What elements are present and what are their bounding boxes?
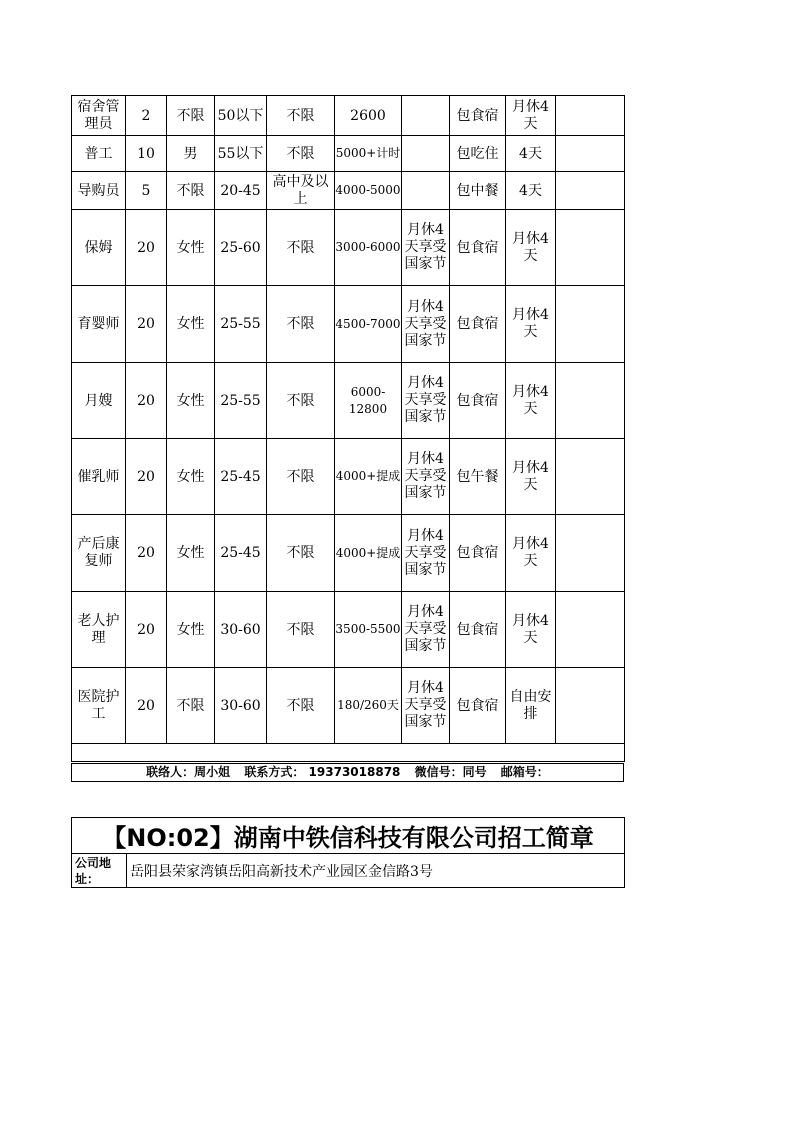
job-benefits: 月休4天享受国家节 (402, 515, 450, 592)
company-section (71, 817, 625, 888)
job-note (556, 439, 625, 515)
job-rest: 月休4天 (506, 515, 556, 592)
job-salary: 4000+提成 (335, 439, 402, 515)
job-note (556, 592, 625, 668)
company-address: 岳阳县荣家湾镇岳阳高新技术产业园区金信路3号 (127, 854, 625, 888)
job-meals: 包食宿 (450, 668, 506, 744)
job-position: 育婴师 (72, 286, 126, 363)
job-salary: 4000-5000 (335, 172, 402, 210)
table-row (72, 592, 625, 668)
table-row (72, 210, 625, 286)
job-education: 不限 (267, 668, 335, 744)
job-gender: 不限 (167, 96, 215, 136)
job-benefits: 月休4天享受国家节 (402, 439, 450, 515)
job-note (556, 668, 625, 744)
job-rest: 月休4天 (506, 210, 556, 286)
job-meals: 包食宿 (450, 363, 506, 439)
job-salary: 4000+提成 (335, 515, 402, 592)
job-gender: 女性 (167, 286, 215, 363)
job-benefits: 月休4天享受国家节 (402, 363, 450, 439)
job-rest: 月休4天 (506, 439, 556, 515)
job-rest: 月休4天 (506, 96, 556, 136)
job-gender: 不限 (167, 668, 215, 744)
job-education: 不限 (267, 210, 335, 286)
job-meals: 包食宿 (450, 286, 506, 363)
job-benefits: 月休4天享受国家节 (402, 592, 450, 668)
job-age: 50以下 (215, 96, 267, 136)
job-count: 20 (126, 439, 167, 515)
job-benefits: 月休4天享受国家节 (402, 210, 450, 286)
job-count: 20 (126, 286, 167, 363)
contact-person: 联络人：周小姐 (146, 765, 231, 779)
job-meals: 包食宿 (450, 592, 506, 668)
job-gender: 女性 (167, 363, 215, 439)
job-salary: 3500-5500 (335, 592, 402, 668)
job-salary: 180/260天 (335, 668, 402, 744)
job-rest: 月休4天 (506, 286, 556, 363)
job-position: 老人护理 (72, 592, 126, 668)
table-row (72, 286, 625, 363)
job-rest: 4天 (506, 172, 556, 210)
job-gender: 女性 (167, 210, 215, 286)
job-age: 20-45 (215, 172, 267, 210)
job-rest: 月休4天 (506, 363, 556, 439)
job-education: 不限 (267, 363, 335, 439)
job-age: 25-55 (215, 286, 267, 363)
job-meals: 包食宿 (450, 96, 506, 136)
contact-line (71, 763, 624, 782)
job-note (556, 136, 625, 172)
job-meals: 包食宿 (450, 210, 506, 286)
table-row (72, 668, 625, 744)
empty-row (72, 744, 625, 762)
job-salary: 4500-7000 (335, 286, 402, 363)
job-count: 20 (126, 363, 167, 439)
contact-phone: 联系方式： 19373018878 (244, 765, 401, 779)
job-position: 普工 (72, 136, 126, 172)
table-row (72, 172, 625, 210)
job-gender: 不限 (167, 172, 215, 210)
job-benefits: 月休4天享受国家节 (402, 286, 450, 363)
table-row (72, 515, 625, 592)
job-age: 25-55 (215, 363, 267, 439)
table-row (72, 363, 625, 439)
job-meals: 包吃住 (450, 136, 506, 172)
job-position: 宿舍管理员 (72, 96, 126, 136)
job-gender: 男 (167, 136, 215, 172)
job-gender: 女性 (167, 439, 215, 515)
job-rest: 4天 (506, 136, 556, 172)
job-salary: 2600 (335, 96, 402, 136)
job-note (556, 96, 625, 136)
table-row (72, 96, 625, 136)
job-education: 不限 (267, 286, 335, 363)
job-rest: 自由安排 (506, 668, 556, 744)
job-note (556, 363, 625, 439)
job-meals: 包午餐 (450, 439, 506, 515)
job-position: 产后康复师 (72, 515, 126, 592)
job-age: 25-45 (215, 515, 267, 592)
job-count: 20 (126, 668, 167, 744)
table-row (72, 439, 625, 515)
contact-email: 邮箱号： (500, 765, 549, 779)
job-age: 25-45 (215, 439, 267, 515)
job-position: 催乳师 (72, 439, 126, 515)
job-age: 25-60 (215, 210, 267, 286)
job-salary: 5000+计时 (335, 136, 402, 172)
job-benefits (402, 172, 450, 210)
company-title: 【NO:02】湖南中铁信科技有限公司招工简章 (72, 818, 625, 854)
job-age: 30-60 (215, 668, 267, 744)
job-salary: 6000-12800 (335, 363, 402, 439)
job-position: 保姆 (72, 210, 126, 286)
job-position: 医院护工 (72, 668, 126, 744)
job-age: 30-60 (215, 592, 267, 668)
job-rest: 月休4天 (506, 592, 556, 668)
address-label: 公司地址： (72, 854, 127, 888)
job-count: 20 (126, 210, 167, 286)
job-education: 高中及以上 (267, 172, 335, 210)
job-education: 不限 (267, 592, 335, 668)
job-note (556, 515, 625, 592)
job-count: 2 (126, 96, 167, 136)
job-position: 导购员 (72, 172, 126, 210)
job-count: 5 (126, 172, 167, 210)
job-education: 不限 (267, 515, 335, 592)
contact-wechat: 微信号：同号 (414, 765, 487, 779)
job-count: 10 (126, 136, 167, 172)
job-benefits (402, 136, 450, 172)
job-gender: 女性 (167, 515, 215, 592)
job-note (556, 286, 625, 363)
job-meals: 包食宿 (450, 515, 506, 592)
job-education: 不限 (267, 439, 335, 515)
job-count: 20 (126, 515, 167, 592)
job-education: 不限 (267, 96, 335, 136)
job-table (71, 95, 625, 762)
job-salary: 3000-6000 (335, 210, 402, 286)
job-benefits (402, 96, 450, 136)
job-count: 20 (126, 592, 167, 668)
table-row (72, 136, 625, 172)
job-note (556, 172, 625, 210)
job-position: 月嫂 (72, 363, 126, 439)
job-age: 55以下 (215, 136, 267, 172)
job-meals: 包中餐 (450, 172, 506, 210)
job-note (556, 210, 625, 286)
job-education: 不限 (267, 136, 335, 172)
job-benefits: 月休4天享受国家节 (402, 668, 450, 744)
job-gender: 女性 (167, 592, 215, 668)
